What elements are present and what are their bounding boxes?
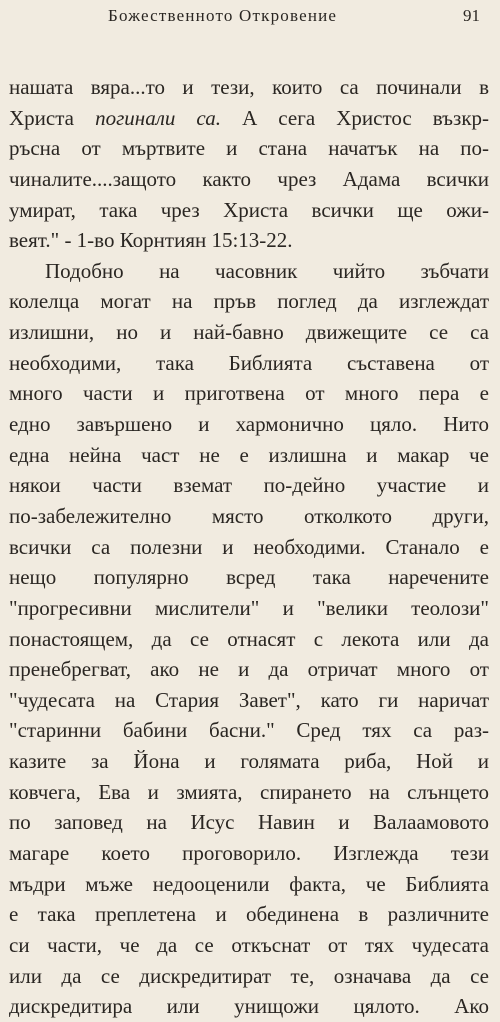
text-line: "прогресивни мислители" и "велики теолози" xyxy=(9,595,489,620)
text-line: или да се дискредитират те, означава да се xyxy=(9,963,489,988)
text-line: пренебрегват, ако не и да отричат много от xyxy=(9,657,489,682)
text-line: казите за Йона и голямата риба, Ной и xyxy=(9,749,489,774)
text-line: нещо популярно всред така наречените xyxy=(9,565,489,590)
emphasis-text: погинали са. xyxy=(95,105,221,130)
text-segment: Христа xyxy=(9,105,74,130)
text-line: по-забележително място отколкото други, xyxy=(9,503,489,528)
text-line: ковчега, Ева и змията, спирането на слънцето xyxy=(9,779,489,804)
text-line: всички са полезни и необходими. Станало е xyxy=(9,534,489,559)
text-line: дискредитира или унищожи цялото. Ако xyxy=(9,994,489,1019)
text-line: ръсна от мъртвите и стана начатък на по- xyxy=(9,136,489,161)
text-line: много части и приготвена от много пера е xyxy=(9,381,489,406)
body-text xyxy=(9,72,489,1022)
text-line: умират, така чрез Христа всички ще ожи- xyxy=(9,197,489,222)
text-line: едно завършено и хармонично цяло. Нито xyxy=(9,412,489,437)
text-line: магаре което проговорило. Изглежда тези xyxy=(9,841,489,866)
text-line: "чудесата на Стария Завет", като ги наричат xyxy=(9,687,489,712)
text-segment: А сега Христос възкр- xyxy=(242,105,489,130)
text-line: "старинни бабини басни." Сред тях са раз- xyxy=(9,718,489,743)
text-line: е така преплетена и обединена в различните xyxy=(9,902,489,927)
text-line: нашата вяра...то и тези, които са починали в xyxy=(9,75,489,99)
text-line: Подобно на часовник чийто зъбчати xyxy=(45,258,489,283)
running-title: Божественното Откровение xyxy=(108,6,338,25)
text-line: веят." - 1-во Корнтиян 15:13-22. xyxy=(9,228,293,253)
page-number: 91 xyxy=(463,6,480,25)
text-line: си части, че да се откъснат от тях чудесата xyxy=(9,932,489,957)
text-line: по заповед на Исус Навин и Валаамовото xyxy=(9,810,489,835)
text-line: колелца могат на пръв поглед да изглеждат xyxy=(9,289,489,314)
text-line: чиналите....защото както чрез Адама всички xyxy=(9,166,489,191)
text-line: необходими, така Библията съставена от xyxy=(9,350,489,375)
text-line: мъдри мъже недооценили факта, че Библията xyxy=(9,871,489,896)
running-header xyxy=(0,6,500,32)
text-line: излишни, но и най-бавно движещите се са xyxy=(9,320,489,345)
text-line xyxy=(9,103,489,134)
text-line: някои части вземат по-дейно участие и xyxy=(9,473,489,498)
text-line: една нейна част не е излишна и макар че xyxy=(9,442,489,467)
text-line: понастоящем, да се отнасят с лекота или да xyxy=(9,626,489,651)
